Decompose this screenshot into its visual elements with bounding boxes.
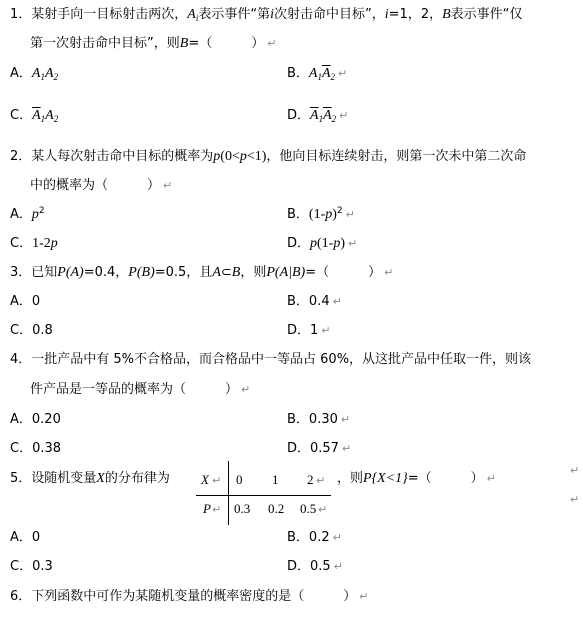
distribution-table-divider (228, 461, 229, 525)
q3-a: A (212, 265, 221, 280)
q1-option-d-expr: $\overline{A}_1\overline{A}_2$ (310, 108, 337, 124)
q3-v2: =0.5，且 (154, 265, 213, 280)
q3-option-d: D．1 ↵ (287, 323, 331, 338)
q2-line1 (10, 148, 526, 166)
q1-option-d (287, 107, 348, 125)
distribution-table-rule (196, 495, 331, 496)
q4-line2: 件产品是一等品的概率为（ ） ↵ (30, 382, 251, 397)
q3-line1 (10, 264, 393, 282)
q5-text-4: =（ ） (407, 471, 484, 486)
option-label: D． (287, 236, 311, 251)
q3-option-b: B．0.4 ↵ (287, 294, 342, 309)
return-mark-icon: ↵ (345, 208, 355, 221)
option-label: A． (10, 66, 32, 81)
q1-option-c-expr: $\overline{A}_1A_2$ (32, 108, 59, 124)
q4-line1: 4．一批产品中有 5%不合格品，而合格品中一等品占 60%，从这批产品中任取一件，则该 (10, 352, 532, 367)
q1-text-1: 某射手向一目标射击两次， (31, 7, 188, 22)
q3-text-2: ，则 (240, 265, 267, 280)
return-mark-icon: ↵ (332, 295, 342, 308)
q5-line1-rest (337, 470, 496, 488)
q2-option-c: C．1-2p (10, 236, 58, 251)
q1-line2 (30, 35, 276, 53)
dist-x-value: 2 (307, 472, 314, 487)
q1-option-b-expr: $A_1\overline{A}_2$ (308, 66, 336, 82)
q5-line1 (10, 470, 170, 488)
q5-text-2: 的分布律为 (104, 471, 170, 486)
q1-ai: $A_i$ (187, 7, 199, 23)
dist-p-value: 0.3 (234, 501, 251, 516)
q1-line1 (10, 6, 522, 24)
q4-option-c: C．0.38 (10, 441, 62, 456)
q5-expr: P{X<1} (363, 471, 408, 486)
return-mark-icon: ↵ (384, 266, 394, 279)
q4-option-a: A．0.20 (10, 412, 61, 427)
return-mark-icon: ↵ (321, 324, 331, 337)
q1-option-a-expr: $A_1A_2$ (31, 66, 59, 82)
q1-text-4: =1，2， (388, 7, 443, 22)
q2-line2-text: 中的概率为（ ） (30, 178, 161, 193)
q1-number: 1． (10, 7, 32, 22)
q1-option-b (287, 65, 347, 83)
q3-b: B (231, 265, 241, 280)
option-label: B． (287, 66, 309, 81)
dist-x-value: 0 (236, 472, 243, 487)
dist-x-value: 1 (272, 472, 279, 487)
return-mark-icon: ↵ (341, 442, 352, 455)
q3-pb: P(B) (128, 265, 155, 280)
q3-pa: P(A) (57, 265, 84, 280)
return-mark-icon: ↵ (333, 560, 343, 573)
option-label: A． (10, 207, 32, 222)
q2-line2 (30, 177, 172, 195)
q1-eq: =（ ） (188, 36, 265, 51)
return-mark-icon: ↵ (348, 237, 358, 250)
q5-x: X (96, 471, 105, 486)
q3-text-3: =（ ） (305, 265, 382, 280)
q5-option-d: D．0.5 ↵ (287, 559, 343, 574)
q3-v1: =0.4， (83, 265, 129, 280)
return-mark-icon: ↵ (318, 503, 328, 516)
return-mark-icon: ↵ (338, 67, 348, 80)
q3-text-1: 3．已知 (10, 265, 58, 280)
subset-symbol: ⊂ (220, 265, 232, 280)
return-mark-icon: ↵ (570, 493, 580, 506)
return-mark-icon: ↵ (163, 179, 173, 192)
q4-option-d: D．0.57 ↵ (287, 441, 352, 456)
dist-header-p: P (203, 501, 211, 516)
return-mark-icon: ↵ (359, 590, 369, 603)
option-label: D． (287, 108, 311, 123)
dist-p-value: 0.5 (300, 501, 317, 516)
q1-option-a (10, 65, 58, 83)
q5-option-c: C．0.3 (10, 559, 53, 574)
q1-line2-text: 第一次射击命中目标”，则 (30, 36, 180, 51)
dist-p-value: 0.2 (268, 501, 285, 516)
return-mark-icon: ↵ (241, 383, 251, 396)
q1-b: B (442, 7, 451, 22)
option-label: C． (10, 108, 33, 123)
q3-option-a: A．0 (10, 294, 41, 309)
option-label: C． (10, 236, 33, 251)
return-mark-icon: ↵ (339, 109, 349, 122)
q1-text-5: 表示事件“仅 (450, 7, 523, 22)
dist-header-x: X (201, 472, 209, 487)
return-mark-icon: ↵ (212, 503, 222, 516)
q3-option-c: C．0.8 (10, 323, 53, 338)
return-mark-icon: ↵ (212, 474, 222, 487)
q6-line1: 6．下列函数中可作为某随机变量的概率密度的是（ ） ↵ (10, 589, 369, 604)
q1-text-3: 次射击命中目标”， (274, 7, 385, 22)
q2-option-a: A．$p^2$ (10, 206, 45, 222)
return-mark-icon: ↵ (267, 37, 277, 50)
return-mark-icon: ↵ (340, 413, 351, 426)
q2-text-1: 2．某人每次射击命中目标的概率为 (10, 149, 214, 164)
q5-text-3: ，则 (337, 471, 364, 486)
return-mark-icon: ↵ (332, 531, 342, 544)
q1-option-c (10, 107, 58, 125)
option-label: B． (287, 207, 309, 222)
return-mark-icon: ↵ (316, 474, 326, 487)
q1-text-2: 表示事件“第 (198, 7, 271, 22)
q5-text-1: 5．设随机变量 (10, 471, 97, 486)
q2-option-b: B．$(1-p)^2$ ↵ (287, 206, 355, 222)
q1-b2: B (179, 36, 189, 51)
q4-option-b: B．0.30 ↵ (287, 412, 351, 427)
q3-pab: P(A|B) (266, 265, 306, 280)
q1-i: i (270, 7, 275, 22)
q1-i2: i (384, 7, 389, 22)
q2-text-2: ，他向目标连续射击，则第一次未中第二次命 (266, 149, 527, 164)
q2-option-d: D．p(1-p) ↵ (287, 236, 358, 251)
return-mark-icon: ↵ (570, 464, 580, 477)
q2-prob-expr: p(0<p<1) (213, 149, 267, 164)
q5-option-a: A．0 (10, 530, 41, 545)
q5-option-b: B．0.2 ↵ (287, 530, 342, 545)
return-mark-icon: ↵ (486, 472, 496, 485)
